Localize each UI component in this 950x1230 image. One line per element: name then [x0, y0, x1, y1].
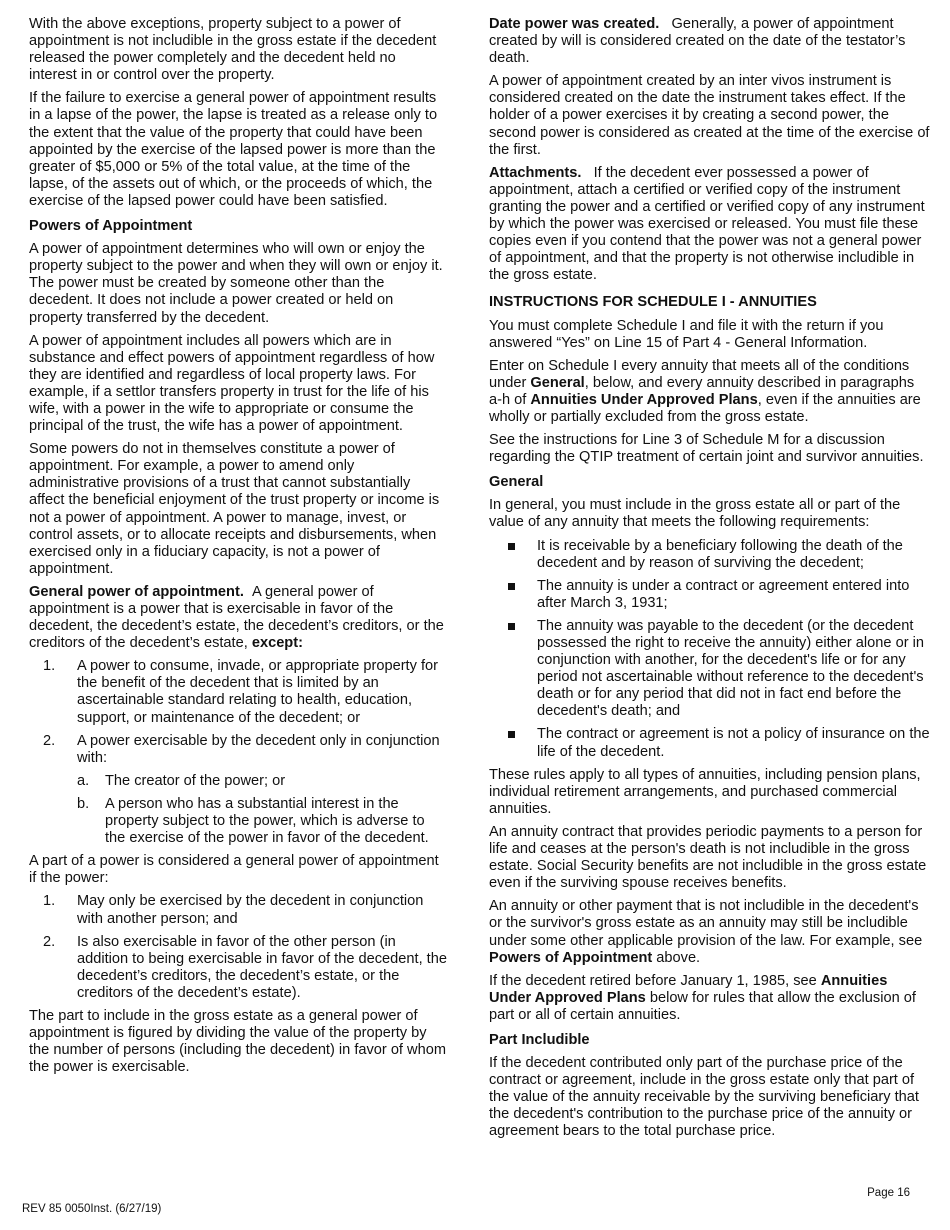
paragraph-in-general: In general, you must include in the gross estate all or part of the value of any annuity that meets the following requirements: [489, 497, 901, 531]
paragraph-contributed: If the decedent contributed only part of the purchase price of the contract or agreement, include in the gross estate only that part of the value of the annuity receivable by the surviving beneficiary that the decedent's contribution to the purchase price of the annuity or agreement bears to the total purchase price. [489, 1055, 919, 1140]
list-item-text: A power exercisable by the decedent only in conjunction with: [77, 732, 440, 766]
list-item-text: The annuity was payable to the decedent (or the decedent possessed the right to receive the annuity) either alone or in conjunction with another, for the decedent's life or for any period not ascertainable without reference to the decedent's death or for any period that did not in fact end before the decedent's death; and [537, 617, 924, 720]
heading-part-includible: Part Includible [489, 1031, 590, 1048]
paragraph-see-line-3: See the instructions for Line 3 of Schedule M for a discussion regarding the QTIP treatment of certain joint and survivor annuities. [489, 432, 924, 466]
paragraph-inter-vivos: A power of appointment created by an inter vivos instrument is considered created on the date the instrument takes effect. If the holder of a power exercises it by creating a second power, the second power is considered as created at the time of the exercise of the first. [489, 73, 930, 158]
paragraph-exceptions: With the above exceptions, property subject to a power of appointment is not includible in the gross estate if the decedent released the power completely and the decedent held no interest in or control over the property. [29, 16, 437, 84]
paragraph-determines: A power of appointment determines who will own or enjoy the property subject to the power and when they will own or enjoy it. The power must be created by someone other than the decedent. It does not include a power created or held on property transferred by the decedent. [29, 241, 443, 326]
list-item [489, 618, 931, 721]
retired-text-2: below for rules that allow the exclusion of part or all of certain annuities. [489, 989, 916, 1023]
part-power-list [29, 893, 447, 1002]
list-item [489, 578, 931, 612]
other-text-1: An annuity or other payment that is not includible in the decedent's or the survivor's gross estate as an annuity may still be includible under some other applicable provision of the law. For example, see [489, 898, 923, 949]
paragraph-figured: The part to include in the gross estate as a general power of appointment is figured by dividing the value of the property by the number of persons (including the decedent) in favor of whom the power is exercisable. [29, 1007, 446, 1076]
attachments-body: If the decedent ever possessed a power of appointment, attach a certified or verified copy of the instrument granting the power and a certified or verified copy of any instrument by which the power was exercised or released. You must file these copies even if you contend that the power was not a general power of appointment, and that the property is not otherwise includible in the gross estate. [489, 164, 925, 284]
date-created-lead: Date power was created. [489, 16, 660, 32]
list-item [29, 893, 447, 927]
list-item-text: The creator of the power; or [105, 772, 286, 789]
enter-text-1: Enter on Schedule I every annuity that meets all of the conditions under [489, 357, 910, 391]
list-item-text: The annuity is under a contract or agreement entered into after March 3, 1931; [537, 577, 910, 611]
retired-plans-bold: Annuities Under Approved Plans [489, 972, 888, 1006]
list-number: 2. [43, 732, 56, 749]
paragraph-lapse: If the failure to exercise a general power of appointment results in a lapse of the power, the lapse is treated as a release only to the extent that the value of the property that could have been appointed by the exercise of the lapsed power is more than the greater of $5,000 or 5% of the total value, at the time of the lapse, of the assets out of which, or the proceeds of which, the exercise of the lapsed power could have been satisfied. [29, 90, 438, 209]
paragraph-date-created [489, 16, 931, 67]
heading-schedule-i: INSTRUCTIONS FOR SCHEDULE I - ANNUITIES [489, 294, 817, 311]
list-item-text: The contract or agreement is not a policy of insurance on the life of the decedent. [537, 726, 930, 760]
general-power-body: A general power of appointment is a power that is exercisable in favor of the decedent, the decedent’s estate, the decedent’s creditors, or the creditors of the decedent’s estate, [29, 583, 444, 652]
list-item [29, 733, 447, 848]
form-id: REV 85 0050Inst. (6/27/19) [22, 1203, 162, 1215]
requirements-list [489, 538, 931, 761]
heading-powers-of-appointment: Powers of Appointment [29, 218, 193, 235]
list-item-text: A power to consume, invade, or appropriate property for the benefit of the decedent that is limited by an ascertainable standard relating to health, education, support, or maintenance of the decedent; or [77, 658, 438, 726]
list-number: 2. [43, 933, 56, 950]
paragraph-retired [489, 973, 931, 1024]
date-created-body: Generally, a power of appointment created by will is considered created on the date of the testator’s death. [489, 16, 906, 67]
except-list [29, 658, 447, 847]
left-column [29, 16, 447, 1082]
list-item [77, 773, 447, 790]
enter-text-3: , even if the annuities are wholly or partially excluded from the gross estate. [489, 391, 921, 425]
list-item-text: May only be exercised by the decedent in conjunction with another person; and [77, 893, 424, 927]
list-item [29, 934, 447, 1002]
list-letter: a. [77, 772, 90, 789]
paragraph-includes: A power of appointment includes all powers which are in substance and effect powers of appointment regardless of how they are identified and regardless of local property laws. For example, if a settlor transfers property in trust for the life of his wife, with a power in the wife to appropriate or consume the principal of the trust, the wife has a power of appointment. [29, 332, 435, 435]
paragraph-some-powers: Some powers do not in themselves constitute a power of appointment. For example, a power to amend only administrative provisions of a trust that cannot substantially affect the beneficial enjoyment of the trust property or income is not a power of appointment. A power to manage, invest, or control assets, or to allocate receipts and disbursements, when exercised only in a fiduciary capacity, is not a power of appointment. [29, 441, 440, 577]
paragraph-other-payment [489, 898, 931, 966]
general-power-lead: General power of appointment. [29, 583, 244, 600]
list-item-text: It is receivable by a beneficiary following the death of the decedent and by reason of surviving the decedent; [537, 537, 903, 571]
right-column [489, 16, 931, 1147]
paragraph-part-of-power: A part of a power is considered a general power of appointment if the power: [29, 853, 439, 887]
paragraph-enter-annuity [489, 358, 931, 426]
list-letter: b. [77, 795, 90, 812]
list-item-text: Is also exercisable in favor of the other person (in addition to being exercisable in favor of the decedent, the decedent’s creditors, the decedent’s estate, or the creditors of the decedent’s estate). [77, 933, 447, 1001]
page-number: Page 16 [867, 1187, 910, 1199]
paragraph-rules-apply: These rules apply to all types of annuities, including pension plans, individual retirement arrangements, and purchased commercial annuities. [489, 766, 921, 817]
paragraph-periodic: An annuity contract that provides periodic payments to a person for life and ceases at the person's death is not includible in the gross estate. Social Security benefits are not includible in the gross estate even if the surviving spouse receives benefits. [489, 823, 927, 892]
list-item [489, 726, 931, 760]
list-item [489, 538, 931, 572]
heading-general: General [489, 474, 544, 491]
square-bullet-icon [508, 583, 515, 590]
paragraph-general-power [29, 584, 447, 652]
paragraph-must-complete: You must complete Schedule I and file it with the return if you answered “Yes” on Line 15 of Part 4 - General Information. [489, 317, 884, 351]
general-power-except: except: [251, 635, 303, 652]
enter-general-bold: General [530, 374, 585, 391]
square-bullet-icon [508, 731, 515, 738]
square-bullet-icon [508, 543, 515, 550]
other-text-2: above. [656, 949, 701, 966]
attachments-lead: Attachments. [489, 164, 582, 181]
conjunction-list [77, 773, 447, 847]
list-item [77, 796, 447, 847]
retired-text-1: If the decedent retired before January 1, 1985, see [489, 972, 817, 989]
list-number: 1. [43, 893, 56, 910]
enter-text-2: , below, and every annuity described in paragraphs a-h of [489, 374, 915, 408]
paragraph-attachments [489, 165, 931, 285]
square-bullet-icon [508, 623, 515, 630]
enter-plans-bold: Annuities Under Approved Plans [530, 391, 758, 408]
list-item-text: A person who has a substantial interest in the property subject to the power, which is adverse to the exercise of the power in favor of the decedent. [105, 795, 429, 847]
list-item [29, 658, 447, 726]
list-number: 1. [43, 658, 56, 675]
other-powers-bold: Powers of Appointment [489, 949, 653, 966]
